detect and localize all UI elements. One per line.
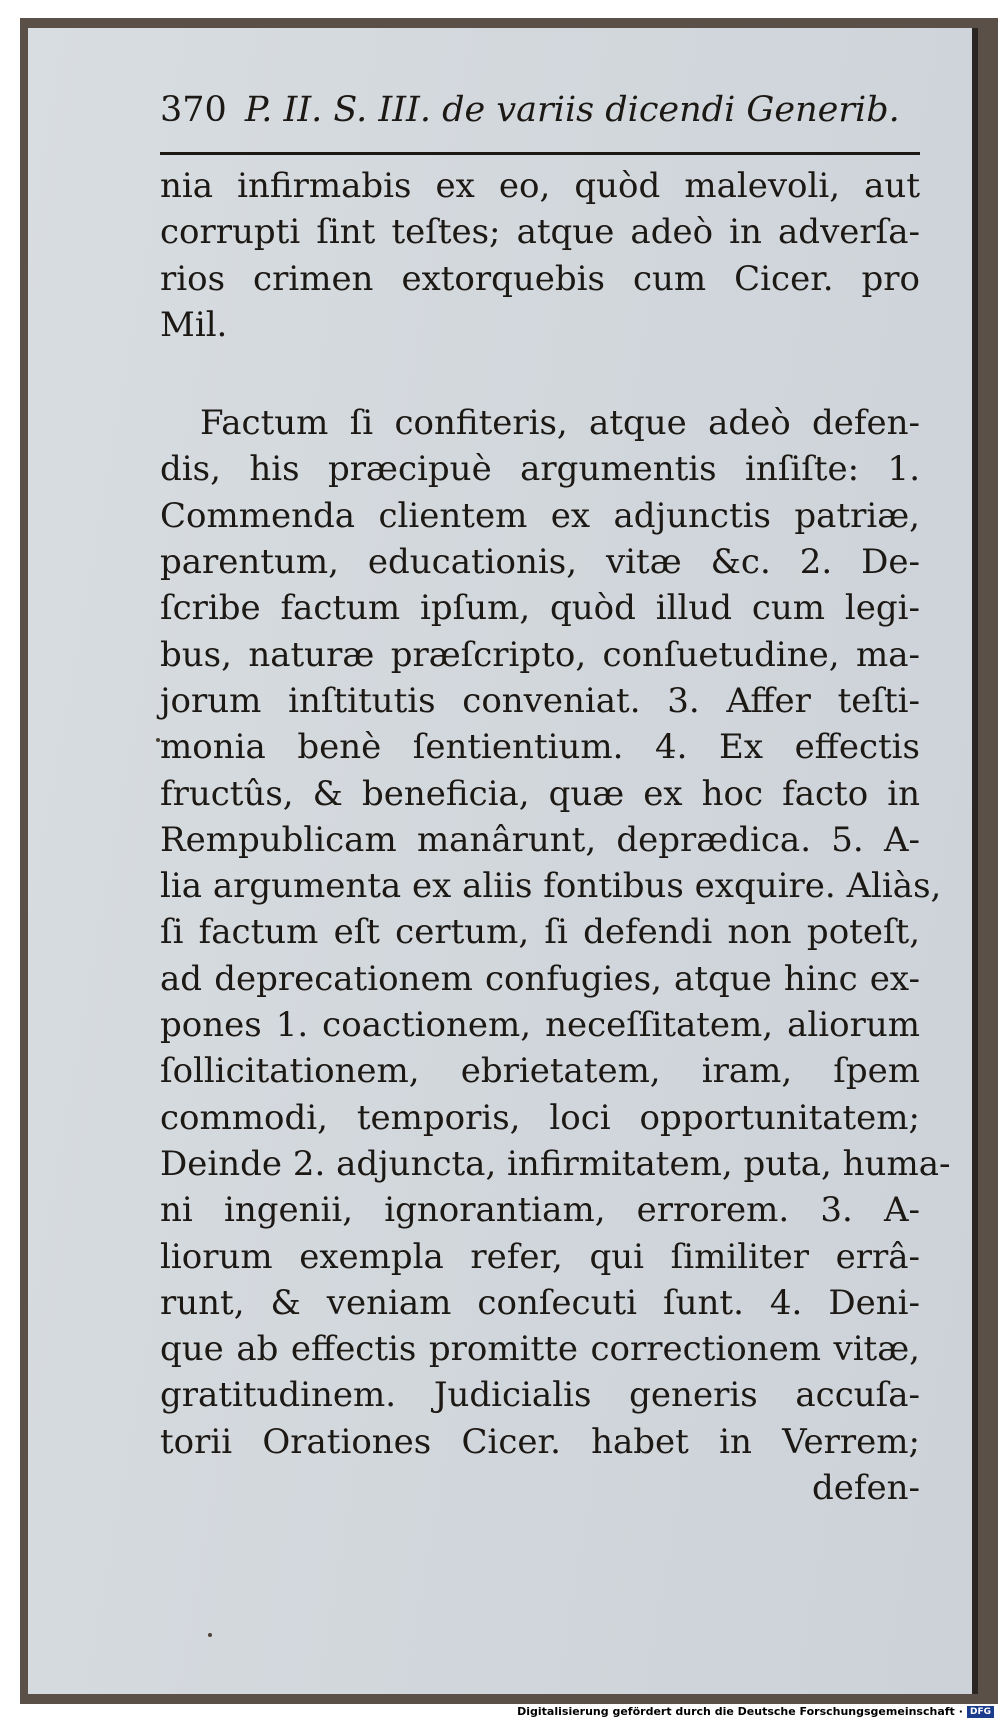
paragraph-gap (160, 348, 950, 400)
text-line: parentum, educationis, vitæ &c. 2. De- (160, 542, 920, 583)
text-line: torii Orationes Cicer. habet in Verrem; (160, 1421, 920, 1462)
text-line: runt, & veniam conſecuti ſunt. 4. Deni- (160, 1282, 920, 1323)
text-line: que ab effectis promitte correctionem vitæ, (160, 1329, 920, 1370)
text-line: monia benè ſentientium. 4. Ex effectis (160, 727, 920, 768)
text-line: Commenda clientem ex adjunctis patriæ, (160, 495, 920, 536)
text-line: corrupti ſint teſtes; atque adeò in adverſa- (160, 212, 920, 253)
text-line: Rempublicam manârunt, deprædica. 5. A- (160, 819, 920, 860)
text-line: jorum inſtitutis conveniat. 3. Affer teſti- (160, 680, 920, 721)
running-title: P. II. S. III. de variis dicendi Generib. (244, 90, 900, 130)
text-line: dis, his præcipuè argumentis inſiſte: 1. (160, 449, 920, 490)
text-line: pones 1. coactionem, neceſſitatem, aliorum (160, 1005, 920, 1046)
text-line: fructûs, & beneficia, quæ ex hoc facto in (160, 773, 920, 814)
catchword: defen- (812, 1468, 920, 1509)
digitization-credit: Digitalisierung gefördert durch die Deutsche Forschungsgemeinschaft · DFG (517, 1705, 994, 1718)
page-text-block (160, 90, 950, 1511)
text-line: ni ingenii, ignorantiam, errorem. 3. A- (160, 1190, 920, 1231)
ink-speck (208, 1633, 212, 1637)
text-line: ſi factum eſt certum, ſi defendi non poteſt, (160, 912, 920, 953)
text-line: Factum ſi confiteris, atque adeò defen- (200, 403, 920, 444)
text-line: rios crimen extorquebis cum Cicer. pro (160, 258, 920, 299)
text-line: lia argumenta ex aliis fontibus exquire. Aliàs, (160, 866, 942, 907)
text-line: ſcribe factum ipſum, quòd illud cum legi- (160, 588, 920, 629)
paragraph-1 (160, 163, 920, 348)
dfg-logo-icon: DFG (967, 1706, 994, 1718)
text-line: ſollicitationem, ebrietatem, iram, ſpem (160, 1051, 920, 1092)
text-line: Deinde 2. adjuncta, infirmitatem, puta, huma- (160, 1143, 951, 1184)
header-rule (160, 152, 920, 155)
paragraph-2 (160, 400, 951, 1511)
text-line: ad deprecationem confugies, atque hinc ex- (160, 958, 920, 999)
text-line: bus, naturæ præſcripto, conſuetudine, ma- (160, 634, 920, 675)
text-line: Mil. (160, 304, 228, 345)
text-line: gratitudinem. Judicialis generis accuſa- (160, 1375, 920, 1416)
text-line: nia infirmabis ex eo, quòd malevoli, aut (160, 166, 920, 206)
text-line: commodi, temporis, loci opportunitatem; (160, 1097, 920, 1138)
running-header (160, 90, 950, 150)
credit-text: Digitalisierung gefördert durch die Deutsche Forschungsgemeinschaft (517, 1705, 955, 1718)
text-line: liorum exempla refer, qui ſimiliter errâ- (160, 1236, 920, 1277)
page-number: 370 (160, 90, 227, 130)
